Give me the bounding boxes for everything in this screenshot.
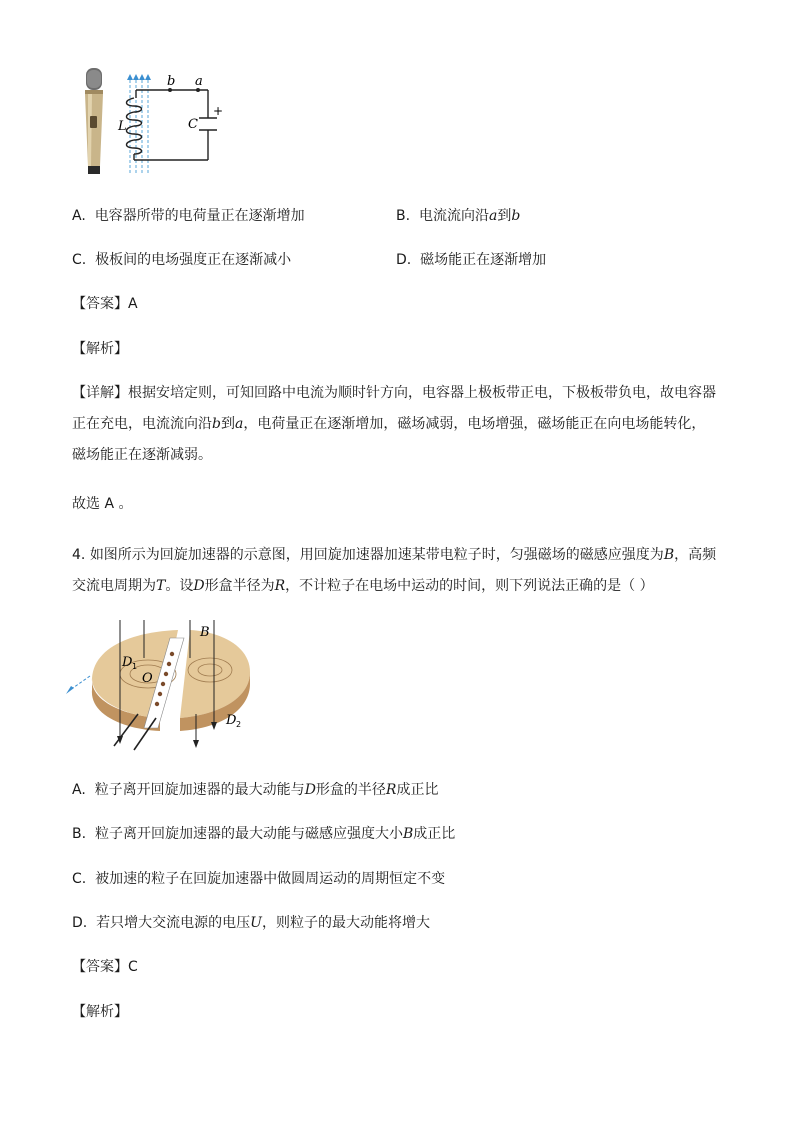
detail-line-3: 磁场能正在逐渐减弱。 [72, 447, 212, 463]
label-D2: D [226, 713, 237, 728]
option-text: 极板间的电场强度正在逐渐减小 [95, 252, 292, 268]
detail-text: ，电荷量正在逐渐增加，磁场减弱，电场增强，磁场能正在向电场能转化， [243, 416, 706, 432]
microphone-icon [85, 68, 103, 174]
q3-option-d[interactable] [396, 250, 546, 270]
var-b: b [212, 416, 221, 432]
q3-option-b[interactable] [396, 206, 520, 226]
label-O: O [142, 671, 153, 686]
var-a: a [234, 416, 244, 432]
q3-analysis-label: 【解析】 [72, 341, 128, 357]
q4-option-d[interactable] [72, 913, 430, 933]
option-letter: A. [72, 208, 86, 224]
label-D1-sub: 1 [132, 662, 138, 671]
answer-label: 【答案】 [72, 296, 128, 312]
option-text: 电流流向沿 [418, 208, 489, 224]
q4-option-b[interactable] [72, 824, 455, 844]
q4-option-c[interactable] [72, 869, 445, 889]
option-text: 到 [497, 208, 512, 224]
option-letter: B. [396, 208, 411, 224]
var-R: R [274, 578, 286, 594]
q3-detail [72, 378, 722, 471]
q4-answer [72, 957, 138, 977]
label-C: C [188, 117, 198, 132]
var-a: a [488, 208, 498, 224]
option-letter: A. [72, 782, 86, 798]
label-plus: + [213, 104, 224, 118]
label-D1: D [122, 655, 133, 670]
label-D2-sub: 2 [236, 720, 242, 729]
stem-line-1 [72, 540, 722, 571]
option-letter: D. [72, 915, 88, 931]
stem-text: 如图所示为回旋加速器的示意图，用回旋加速器加速某带电粒子时，匀强磁场的磁感应强度为 [89, 547, 664, 563]
field-arrows [127, 74, 151, 80]
exit-arrow-icon [66, 686, 74, 694]
q4-stem [72, 540, 722, 602]
detail-line-1 [72, 378, 722, 409]
answer-value: C [128, 959, 138, 975]
option-text: 形盒的半径 [315, 782, 386, 798]
answer-label: 【答案】 [72, 959, 128, 975]
cyclotron-figure [60, 618, 260, 752]
stem-line-2 [72, 571, 722, 602]
lc-circuit-figure [80, 66, 230, 178]
option-text: 电容器所带的电荷量正在逐渐增加 [94, 208, 305, 224]
option-letter: C. [72, 871, 87, 887]
var-b: b [511, 208, 521, 224]
stem-text: 。设 [165, 578, 194, 594]
q4-analysis-label: 【解析】 [72, 1004, 128, 1020]
option-text: ，则粒子的最大动能将增大 [261, 915, 430, 931]
detail-text: 根据安培定则，可知回路中电流为顺时针方向，电容器上极板带正电，下极板带负电，故电容器 [128, 385, 716, 401]
option-text: 若只增大交流电源的电压 [96, 915, 251, 931]
q3-answer [72, 294, 138, 314]
stem-text: ，不计粒子在电场中运动的时间，则下列说法正确的是（ ） [285, 578, 654, 594]
label-L: L [118, 119, 127, 134]
stem-text: 交流电周期为 [72, 578, 156, 594]
option-text: 粒子离开回旋加速器的最大动能与磁感应强度大小 [94, 826, 403, 842]
detail-text: 正在充电，电流流向沿 [72, 416, 212, 432]
var-D: D [193, 578, 205, 594]
var-B: B [402, 826, 414, 842]
option-text: 粒子离开回旋加速器的最大动能与 [94, 782, 305, 798]
option-letter: B. [72, 826, 87, 842]
stem-text: ，高频 [674, 547, 717, 563]
detail-line-2 [72, 409, 722, 440]
option-text: 成正比 [413, 826, 456, 842]
detail-label: 【详解】 [72, 385, 128, 401]
q3-option-c[interactable] [72, 250, 291, 270]
option-letter: D. [396, 252, 412, 268]
question-number: 4. [72, 547, 86, 563]
detail-text: 到 [220, 416, 235, 432]
q3-conclusion: 故选 A 。 [72, 496, 133, 512]
var-B: B [663, 547, 675, 563]
var-T: T [156, 578, 166, 594]
stem-text: 形盒半径为 [204, 578, 275, 594]
var-D: D [304, 782, 316, 798]
var-R: R [385, 782, 397, 798]
option-text: 被加速的粒子在回旋加速器中做圆周运动的周期恒定不变 [95, 871, 446, 887]
label-B: B [200, 625, 210, 640]
var-U: U [250, 915, 262, 931]
label-a: a [195, 74, 203, 89]
q4-option-a[interactable] [72, 780, 438, 800]
coil-inductor [127, 90, 218, 160]
label-b: b [167, 74, 176, 89]
q3-option-a[interactable] [72, 206, 305, 226]
option-text: 成正比 [396, 782, 439, 798]
option-letter: C. [72, 252, 87, 268]
answer-value: A [128, 296, 138, 312]
option-text: 磁场能正在逐渐增加 [420, 252, 547, 268]
